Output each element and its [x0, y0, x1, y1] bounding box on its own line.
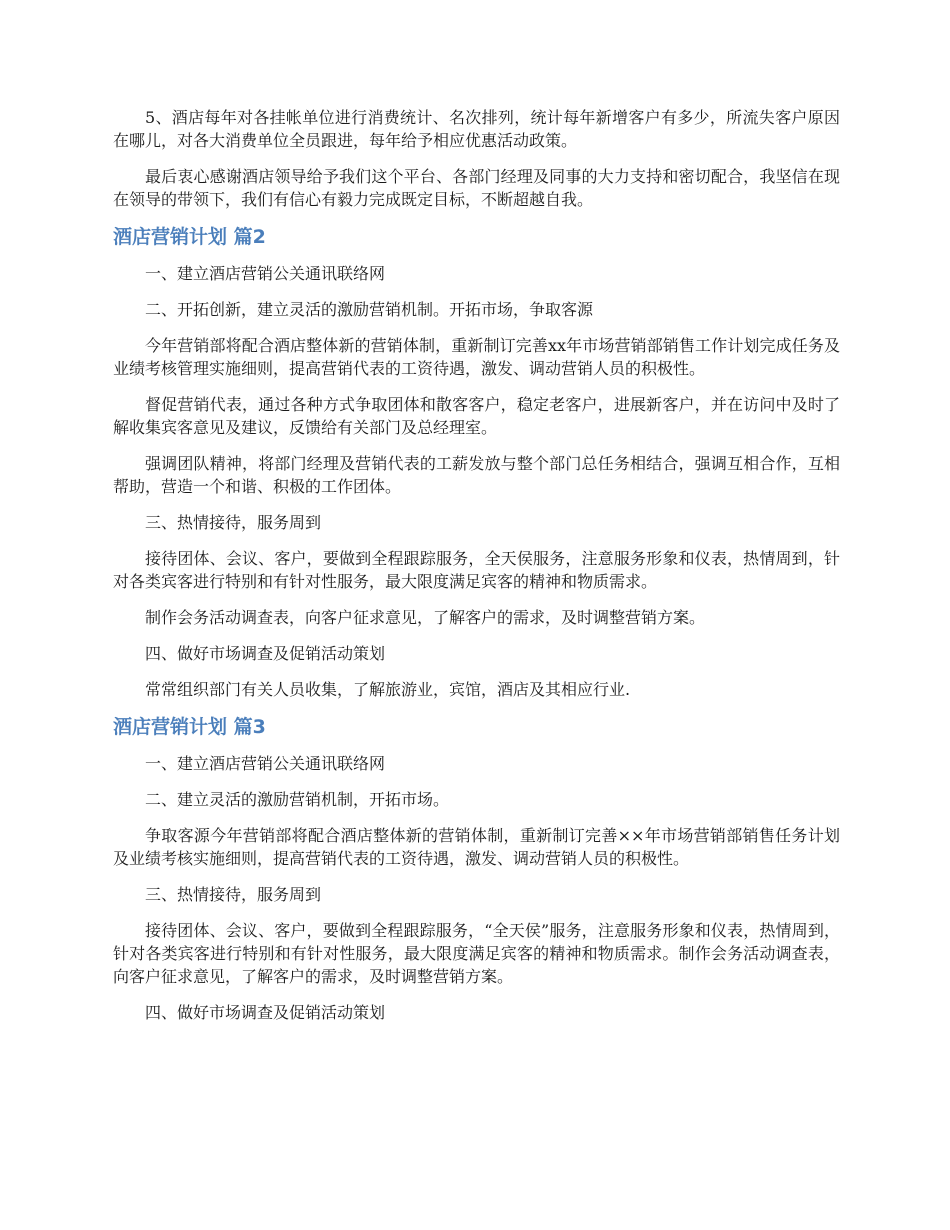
paragraph: 四、做好市场调查及促销活动策划 [145, 644, 386, 663]
paragraph: 今年营销部将配合酒店整体新的营销体制，重新制订完善xx年市场营销部销售工作计划完成任务及业绩考核管理实施细则，提高营销代表的工资待遇，激发、调动营销人员的积极性。 [113, 336, 840, 378]
document-page [113, 106, 840, 1037]
paragraph: 四、做好市场调查及促销活动策划 [145, 1003, 386, 1022]
paragraph: 三、热情接待，服务周到 [145, 513, 322, 532]
paragraph: 一、建立酒店营销公关通讯联络网 [145, 754, 386, 773]
paragraph: 制作会务活动调查表，向客户征求意见，了解客户的需求，及时调整营销方案。 [145, 608, 706, 627]
paragraph: 接待团体、会议、客户，要做到全程跟踪服务，全天侯服务，注意服务形象和仪表，热情周到，针对各类宾客进行特别和有针对性服务，最大限度满足宾客的精神和物质需求。 [113, 549, 840, 591]
paragraph: 二、建立灵活的激励营销机制，开拓市场。 [145, 790, 450, 809]
paragraph: 常常组织部门有关人员收集，了解旅游业，宾馆，酒店及其相应行业. [145, 680, 631, 699]
section-heading: 酒店营销计划 篇3 [113, 716, 266, 738]
paragraph: 5、酒店每年对各挂帐单位进行消费统计、名次排列，统计每年新增客户有多少，所流失客户原因在哪儿，对各大消费单位全员跟进，每年给予相应优惠活动政策。 [113, 108, 840, 150]
paragraph: 一、建立酒店营销公关通讯联络网 [145, 264, 386, 283]
section-1 [113, 106, 840, 211]
section-3 [113, 714, 840, 1024]
section-heading: 酒店营销计划 篇2 [113, 226, 266, 248]
paragraph: 三、热情接待，服务周到 [145, 885, 322, 904]
paragraph: 督促营销代表，通过各种方式争取团体和散客客户，稳定老客户，进展新客户，并在访问中及时了解收集宾客意见及建议，反馈给有关部门及总经理室。 [113, 395, 840, 437]
section-2 [113, 224, 840, 701]
paragraph: 争取客源今年营销部将配合酒店整体新的营销体制，重新制订完善××年市场营销部销售任务计划及业绩考核实施细则，提高营销代表的工资待遇，激发、调动营销人员的积极性。 [113, 826, 840, 868]
paragraph: 二、开拓创新，建立灵活的激励营销机制。开拓市场，争取客源 [145, 300, 594, 319]
paragraph: 接待团体、会议、客户，要做到全程跟踪服务，“全天侯”服务，注意服务形象和仪表，热情周到，针对各类宾客进行特别和有针对性服务，最大限度满足宾客的精神和物质需求。制作会务活动调查表，向客户征求意见，了解客户的需求，及时调整营销方案。 [113, 921, 840, 986]
paragraph: 强调团队精神，将部门经理及营销代表的工薪发放与整个部门总任务相结合，强调互相合作，互相帮助，营造一个和谐、积极的工作团体。 [113, 454, 840, 496]
paragraph: 最后衷心感谢酒店领导给予我们这个平台、各部门经理及同事的大力支持和密切配合，我坚信在现在领导的带领下，我们有信心有毅力完成既定目标，不断超越自我。 [113, 167, 840, 209]
